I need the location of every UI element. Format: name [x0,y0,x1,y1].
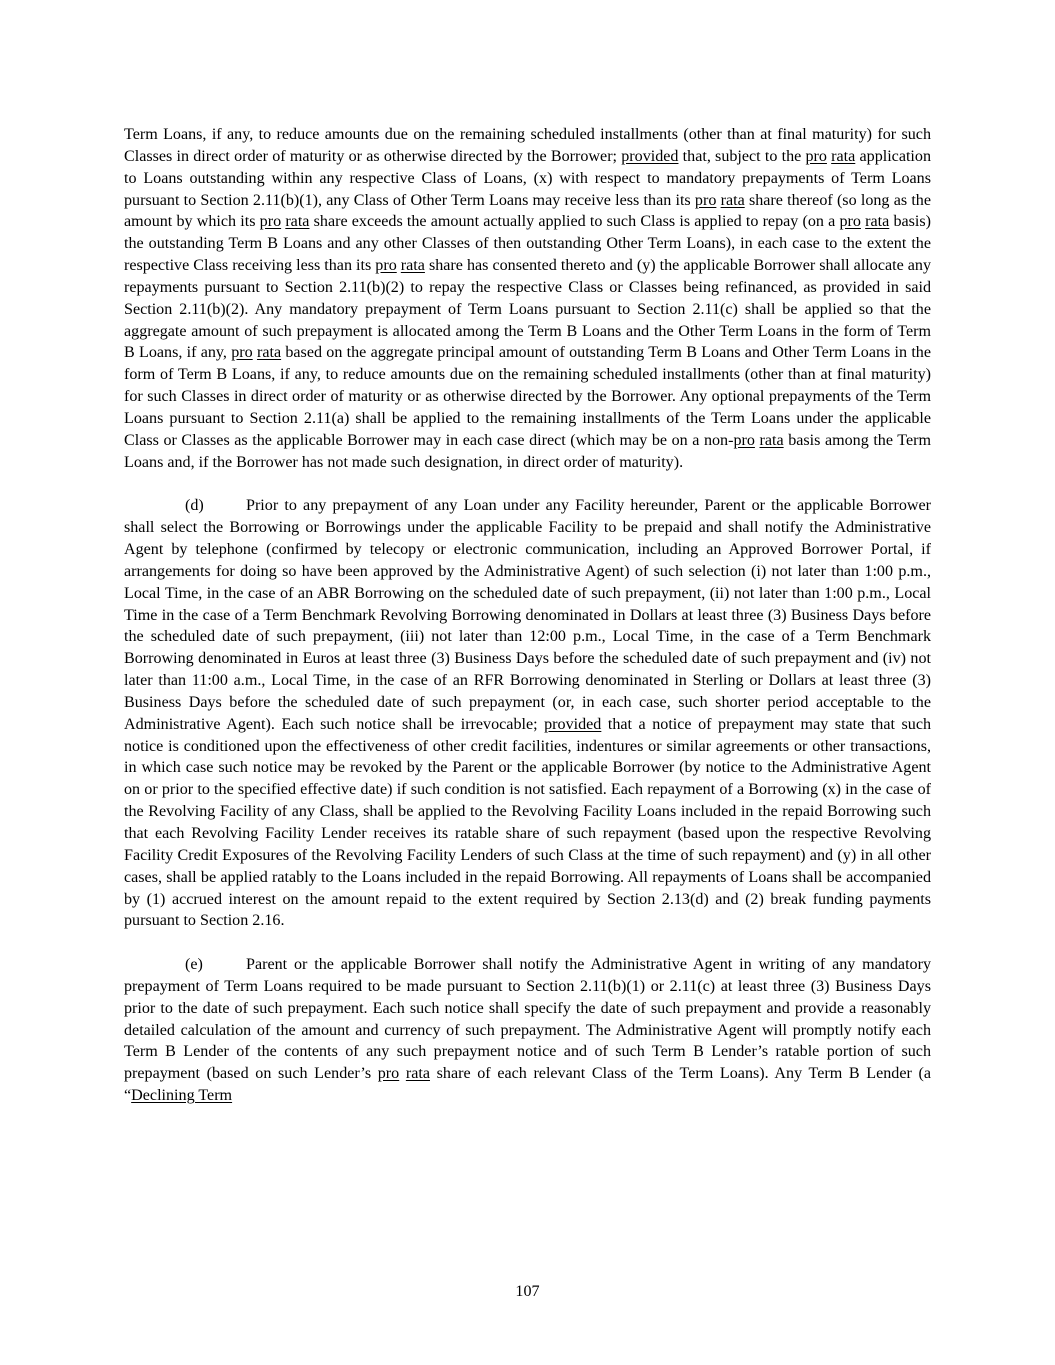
underlined-term: rata [405,1065,430,1083]
defined-term: Declining Term [131,1087,233,1105]
underlined-term: rata [256,344,282,362]
text-run: share has consented thereto and (y) the applicable Borrower shall allocate any repayments pursuant to Section 2.11(b)(2) to repay the respective Class or Classes being refinanced, as provided in said Section 2.11(b)(2). Any mandatory prepayment of Term Loans pursuant to Section 2.11(c) shall be applied so that the aggregate amount of such prepayment is allocated among the Term B Loans and the Other Term Loans in the form of Term B Loans, if any, [124,257,931,362]
text-run: share exceeds the amount actually applied to such Class is applied to repay (on a [309,213,840,231]
text-run: that, subject to the [678,147,806,165]
underlined-term: rata [720,191,745,209]
underlined-term: pro [375,257,397,275]
text-run: application to Loans outstanding within any respective Class of Loans, (x) with respect to mandatory prepayments of Term Loans pursuant to Section 2.11(b)(1), any Class of Other Term Loans may receive less than its [124,147,932,209]
text-run: that a notice of prepayment may state that such notice is conditioned upon the effectiveness of other credit facilities, indentures or similar agreements or other transactions, in which case such notice may be revoked by the Parent or the applicable Borrower (by notice to the Administrative Agent on or prior to the specified effective date) if such condition is not satisfied. Each repayment of a Borrowing (x) in the case of the Revolving Facility of any Class, shall be applied to the Revolving Facility Loans included in the repaid Borrowing such that each Revolving Facility Lender receives its ratable share of such repayment (based upon the respective Revolving Facility Credit Exposures of the Revolving Facility Lenders of such Class at the time of such repayment) and (y) in all other cases, shall be applied ratably to the Loans included in the repaid Borrowing. All repayments of Loans shall be accompanied by (1) accrued interest on the amount repaid to the extent required by Section 2.13(d) and (2) break funding payments pursuant to Section 2.16. [124,715,932,930]
text-run: basis) the outstanding Term B Loans and any other Classes of then outstanding Other Term Loans), in each case to the extent the respective Class receiving less than its [124,213,932,275]
text-run: Term Loans, if any, to reduce amounts due on the remaining scheduled installments (other than at final maturity) for such Classes in direct order of maturity or as otherwise directed by the Borrower; [124,126,931,165]
text-run: basis among the Term Loans and, if the Borrower has not made such designation, in direct order of maturity). [124,431,931,471]
paragraph-d [124,495,931,932]
underlined-term: rata [759,431,784,449]
underlined-term: rata [865,213,890,231]
underlined-term: provided [544,715,602,733]
text-run: Prior to any prepayment of any Loan under any Facility hereunder, Parent or the applicable Borrower shall select the Borrowing or Borrowings under the applicable Facility to be prepaid and shall notify the Administrative Agent by telephone (confirmed by telecopy or electronic communication, including an Approved Borrower Portal, if arrangements for doing so have been approved by the Administrative Agent) of such selection (i) not later than 1:00 p.m., Local Time, in the case of an ABR Borrowing on the scheduled date of such prepayment, (ii) not later than 1:00 p.m., Local Time in the case of a Term Benchmark Revolving Borrowing denominated in Dollars at least three (3) Business Days before the scheduled date of such prepayment, (iii) not later than 12:00 p.m., Local Time, in the case of a Term Benchmark Borrowing denominated in Euros at least three (3) Business Days before the scheduled date of such prepayment and (iv) not later than 11:00 a.m., Local Time, in the case of an RFR Borrowing denominated in Sterling or Dollars at least three (3) Business Days before the scheduled date of such prepayment (or, in each case, such shorter period acceptable to the Administrative Agent). Each such notice shall be irrevocable; [124,497,931,733]
text-run: based on the aggregate principal amount of outstanding Term B Loans and Other Term Loans in the form of Term B Loans, if any, to reduce amounts due on the remaining scheduled installments (other than at final maturity) for such Classes in direct order of maturity or as otherwise directed by the Borrower. Any optional prepayments of the Term Loans pursuant to Section 2.11(a) shall be applied to the remaining installments of the Term Loans under the applicable Class or Classes as the applicable Borrower may in each case direct (which may be on a non- [124,344,931,449]
page-number: 107 [515,1283,540,1300]
paragraph-marker: (e) [185,956,203,974]
text-run: share of each relevant Class of the Term Loans). Any Term B Lender (a “ [124,1065,931,1105]
underlined-term: pro [839,213,861,231]
underlined-term: rata [285,213,310,231]
underlined-term: rata [831,147,856,165]
underlined-term: pro [805,147,827,165]
underlined-term: pro [259,213,282,231]
paragraph-e [124,954,931,1107]
text-run: Parent or the applicable Borrower shall notify the Administrative Agent in writing of any mandatory prepayment of Term Loans required to be made pursuant to Section 2.11(b)(1) or 2.11(c) at least three (3) Business Days prior to the date of such prepayment. Each such notice shall specify the date of such prepayment and provide a reasonably detailed calculation of the amount and currency of such prepayment. The Administrative Agent will promptly notify each Term B Lender of the contents of any such prepayment notice and of such Term B Lender’s ratable portion of such prepayment (based on such Lender’s [124,956,931,1083]
underlined-term: pro [231,344,253,362]
paragraph-c-continued [124,124,931,474]
text-run: share thereof (so long as the amount by which its [124,191,931,231]
paragraph-marker: (d) [185,497,204,515]
underlined-term: rata [400,257,425,275]
underlined-term: pro [733,431,755,449]
underlined-term: pro [694,191,717,209]
underlined-term: provided [621,147,679,165]
body-text [124,124,931,1107]
underlined-term: pro [377,1065,400,1083]
